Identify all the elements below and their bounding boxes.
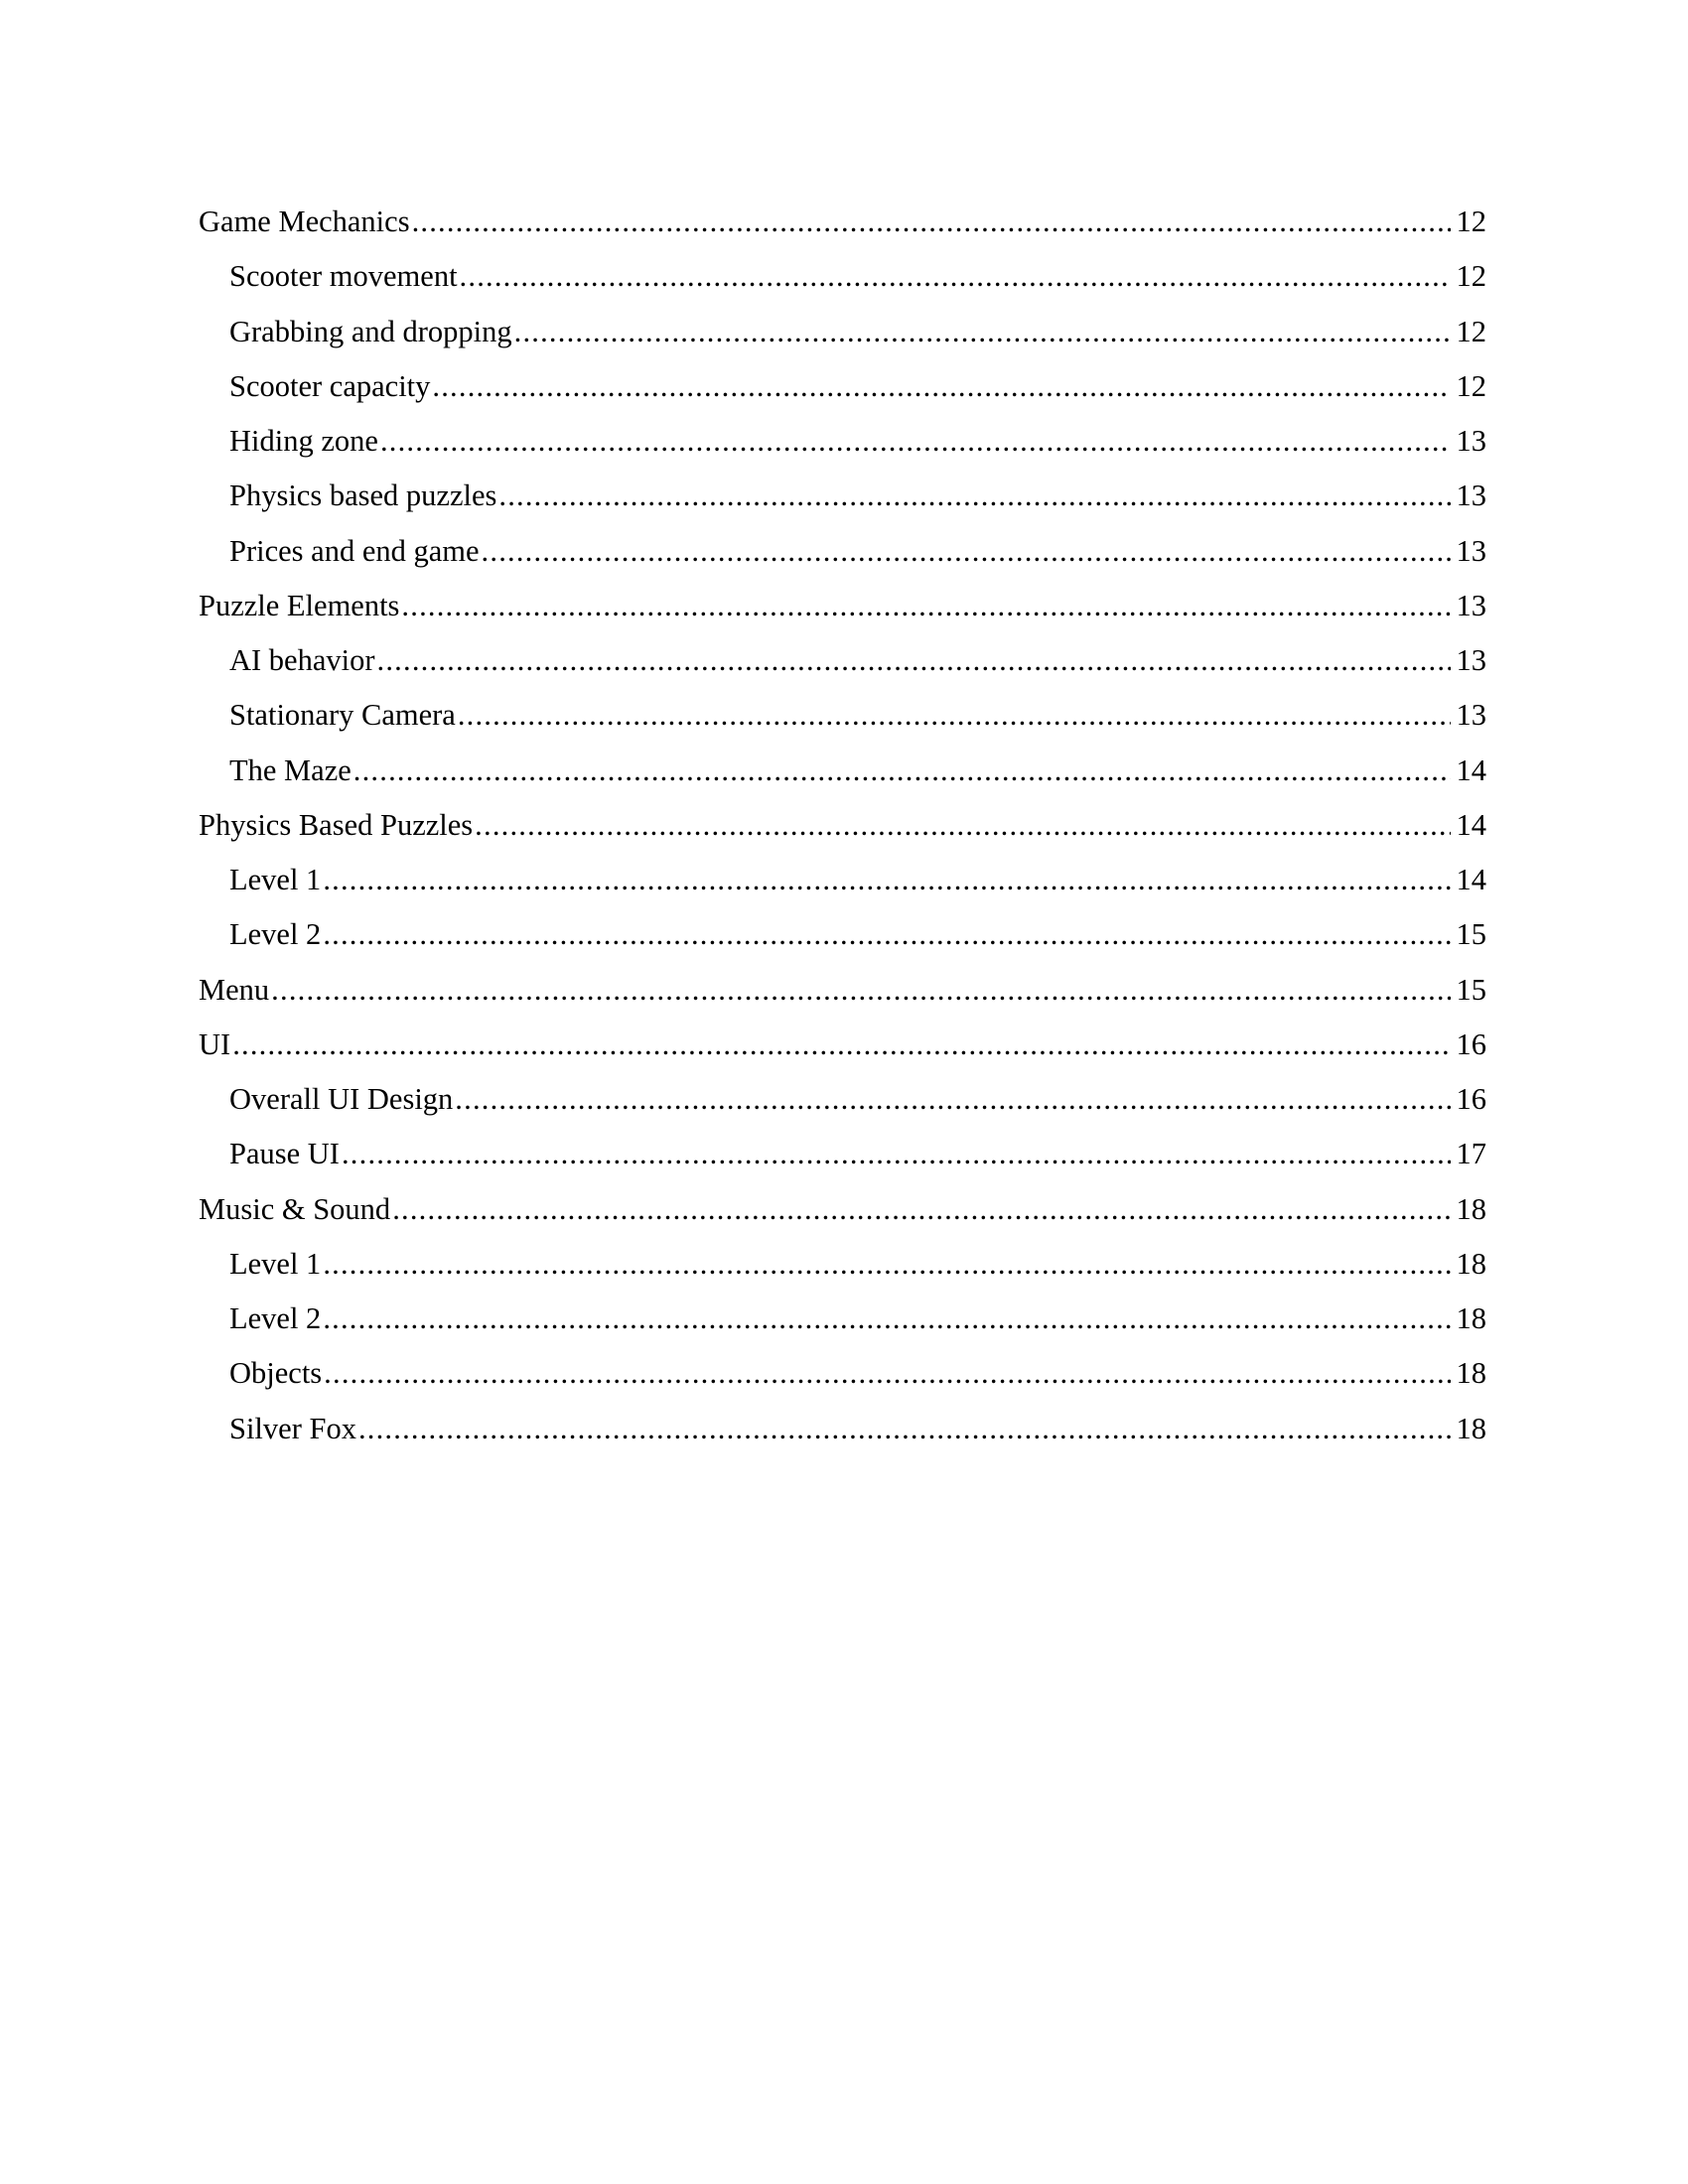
toc-entry-page: 15	[1456, 972, 1486, 1007]
toc-dot-leader	[323, 1292, 1450, 1346]
table-of-contents	[199, 195, 1486, 1456]
toc-dot-leader	[392, 1182, 1450, 1237]
toc-dot-leader	[455, 1072, 1450, 1127]
toc-entry[interactable]	[199, 1402, 1486, 1456]
toc-entry-title: Objects	[229, 1356, 323, 1391]
toc-entry-title: Silver Fox	[229, 1411, 356, 1445]
toc-entry[interactable]	[199, 1127, 1486, 1181]
toc-entry-page: 13	[1456, 478, 1486, 513]
toc-entry-page: 16	[1456, 1082, 1486, 1116]
toc-entry-page: 13	[1456, 643, 1486, 677]
toc-entry[interactable]	[199, 907, 1486, 962]
toc-entry[interactable]	[199, 1072, 1486, 1127]
toc-dot-leader	[482, 524, 1451, 579]
toc-dot-leader	[323, 1237, 1450, 1292]
toc-entry-title: Physics Based Puzzles	[199, 807, 474, 842]
toc-entry-page: 14	[1456, 752, 1486, 787]
toc-entry[interactable]	[199, 1018, 1486, 1072]
toc-entry[interactable]	[199, 853, 1486, 907]
toc-entry[interactable]	[199, 469, 1486, 523]
toc-entry-page: 13	[1456, 424, 1486, 458]
toc-entry[interactable]	[199, 359, 1486, 414]
toc-dot-leader	[377, 633, 1451, 688]
toc-entry-title: Pause UI	[229, 1137, 340, 1171]
toc-entry-title: The Maze	[229, 752, 352, 787]
toc-entry[interactable]	[199, 688, 1486, 743]
toc-entry-title: Stationary Camera	[229, 698, 456, 733]
toc-entry-title: Menu	[199, 972, 270, 1007]
toc-entry[interactable]	[199, 1346, 1486, 1401]
toc-entry-page: 15	[1456, 917, 1486, 952]
toc-dot-leader	[432, 359, 1450, 414]
toc-dot-leader	[498, 469, 1450, 523]
toc-entry[interactable]	[199, 195, 1486, 249]
toc-entry-title: Level 2	[229, 1301, 322, 1335]
toc-entry[interactable]	[199, 744, 1486, 798]
toc-entry[interactable]	[199, 1292, 1486, 1346]
toc-entry-page: 17	[1456, 1137, 1486, 1171]
toc-dot-leader	[475, 798, 1450, 853]
toc-entry-title: UI	[199, 1026, 231, 1061]
toc-entry[interactable]	[199, 963, 1486, 1018]
toc-entry-title: Hiding zone	[229, 424, 378, 458]
toc-entry-title: Physics based puzzles	[229, 478, 497, 513]
toc-entry-page: 13	[1456, 698, 1486, 733]
toc-entry[interactable]	[199, 414, 1486, 469]
toc-dot-leader	[401, 579, 1450, 633]
toc-entry[interactable]	[199, 579, 1486, 633]
toc-entry-page: 14	[1456, 807, 1486, 842]
toc-entry[interactable]	[199, 798, 1486, 853]
toc-entry-page: 13	[1456, 533, 1486, 568]
toc-dot-leader	[323, 853, 1450, 907]
toc-entry-page: 13	[1456, 588, 1486, 622]
toc-entry-page: 18	[1456, 1411, 1486, 1445]
toc-entry-page: 18	[1456, 1356, 1486, 1391]
toc-dot-leader	[514, 305, 1451, 359]
toc-dot-leader	[324, 1346, 1450, 1401]
toc-dot-leader	[271, 963, 1450, 1018]
toc-entry-page: 14	[1456, 863, 1486, 896]
toc-entry[interactable]	[199, 633, 1486, 688]
toc-entry-title: Level 1	[229, 863, 322, 896]
toc-entry-page: 18	[1456, 1246, 1486, 1281]
toc-dot-leader	[353, 744, 1451, 798]
toc-dot-leader	[458, 688, 1451, 743]
toc-entry-page: 18	[1456, 1191, 1486, 1226]
toc-entry-title: Game Mechanics	[199, 205, 410, 238]
toc-entry-title: AI behavior	[229, 643, 375, 677]
toc-entry[interactable]	[199, 1237, 1486, 1292]
toc-dot-leader	[232, 1018, 1450, 1072]
toc-entry[interactable]	[199, 524, 1486, 579]
toc-entry-title: Puzzle Elements	[199, 588, 400, 622]
toc-dot-leader	[380, 414, 1451, 469]
toc-entry-title: Music & Sound	[199, 1191, 391, 1226]
toc-dot-leader	[358, 1402, 1451, 1456]
toc-entry[interactable]	[199, 249, 1486, 304]
toc-entry-title: Grabbing and dropping	[229, 314, 512, 348]
toc-entry-page: 12	[1456, 205, 1486, 238]
toc-dot-leader	[412, 195, 1451, 249]
toc-entry-title: Level 1	[229, 1246, 322, 1281]
toc-entry-title: Overall UI Design	[229, 1082, 454, 1116]
toc-entry[interactable]	[199, 1182, 1486, 1237]
toc-entry-title: Scooter movement	[229, 259, 458, 294]
toc-entry-page: 12	[1456, 259, 1486, 294]
toc-dot-leader	[460, 249, 1451, 304]
toc-entry-title: Prices and end game	[229, 533, 480, 568]
toc-entry-page: 12	[1456, 368, 1486, 403]
toc-entry-title: Level 2	[229, 917, 322, 952]
toc-entry-title: Scooter capacity	[229, 368, 431, 403]
toc-entry-page: 16	[1456, 1026, 1486, 1061]
toc-entry-page: 12	[1456, 314, 1486, 348]
toc-dot-leader	[342, 1127, 1451, 1181]
toc-entry[interactable]	[199, 305, 1486, 359]
toc-entry-page: 18	[1456, 1301, 1486, 1335]
toc-dot-leader	[323, 907, 1450, 962]
